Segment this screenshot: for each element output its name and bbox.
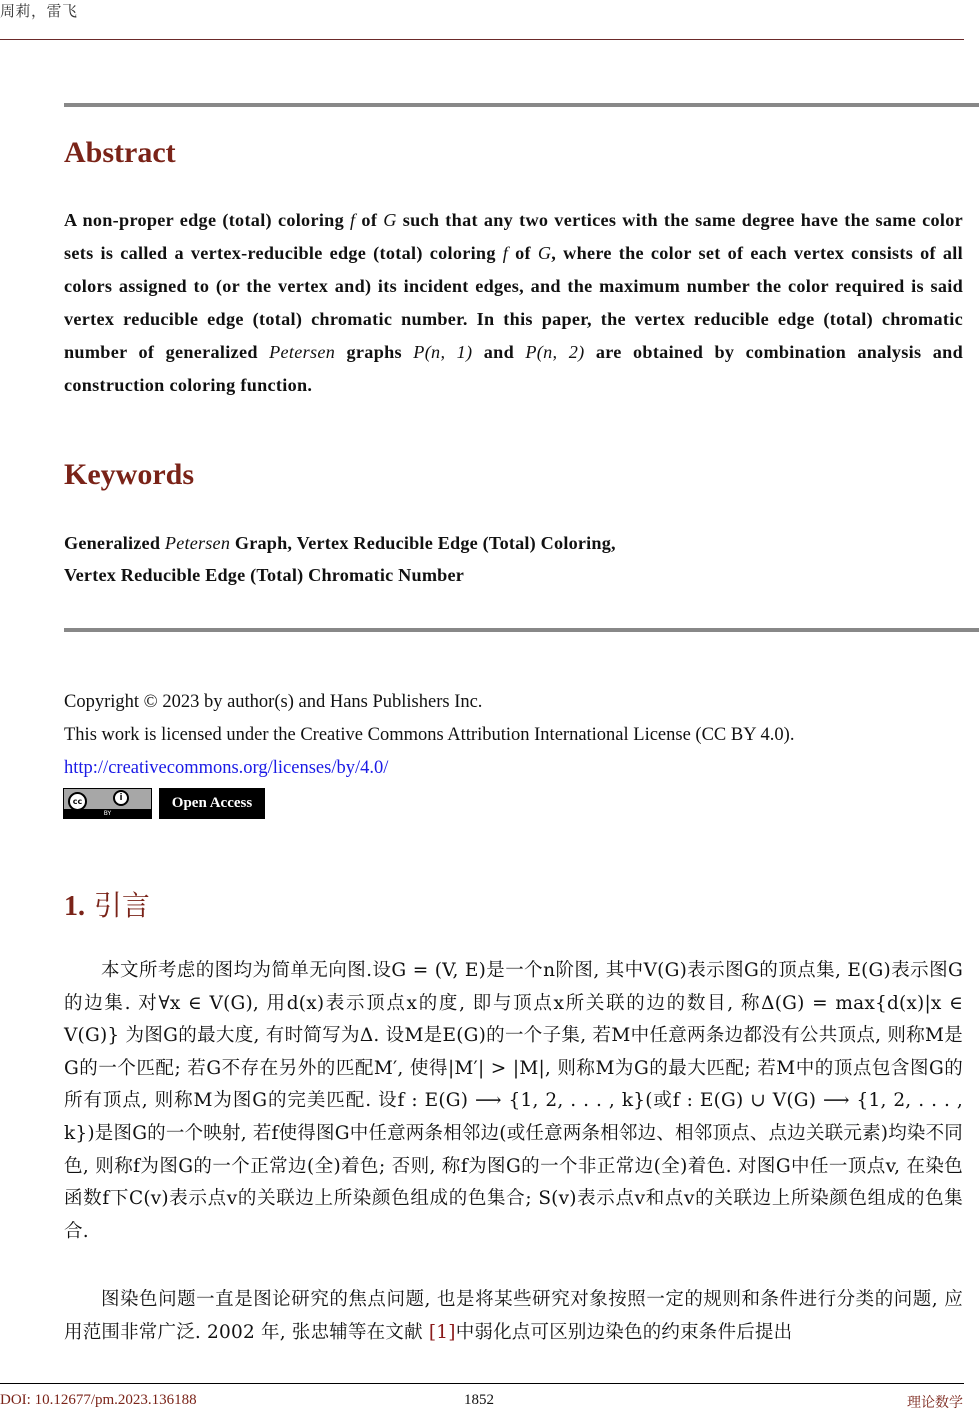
attribution-person-icon: i <box>113 790 129 806</box>
section-1-number: 1. <box>64 891 85 922</box>
footer-page-number: 1852 <box>464 1392 494 1408</box>
keywords-title: Keywords <box>64 458 194 491</box>
cc-by-label: BY <box>64 809 151 818</box>
header-rule <box>0 39 964 40</box>
footer-doi[interactable]: DOI: 10.12677/pm.2023.136188 <box>0 1392 197 1408</box>
creative-commons-icon: cc <box>68 792 87 811</box>
keywords-list <box>64 527 616 591</box>
license-badges <box>63 788 265 819</box>
section-1-paragraph-1: 本文所考虑的图均为简单无向图.设G = (V, E)是一个n阶图, 其中V(G)表示图G的顶点集, E(G)表示图G的边集. 对∀x ∈ V(G), 用d(x)表示顶点x的度, 即与顶点x所关联的边的数目, 称Δ(G) = max{d(x)|x ∈ V(G)} 为图G的最大度, 有时简写为Δ. 设M是E(G)的一个子集, 若M中任意两条边都没有公共顶点, 则称M是G的一个匹配; 若G不存在另外的匹配M′, 使得|M′| > |M|, 则称M为G的最大匹配; 若M中的顶点包含图G的所有顶点, 则称M为图G的完美匹配. 设f : E(G) ⟶ {1, 2, . . . , k}(或f : E(G) ∪ V(G) ⟶ {1, 2, . . . , k})是图G的一个映射, 若f使得图G中任意两条相邻边(或任意两条相邻边、相邻顶点、点边关联元素)均染不同色, 则称f为图G的一个正常边(全)着色; 否则, 称f为图G的一个非正常边(全)着色. 对图G中任一顶点v, 在染色函数f下C(v)表示点v的关联边上所染颜色组成的色集合; S(v)表示点v和点v的关联边上所染颜色组成的色集合. <box>64 960 963 1242</box>
keywords-line-1: Generalized Petersen Graph, Vertex Reducible Edge (Total) Coloring, <box>64 533 616 553</box>
keywords-line-2: Vertex Reducible Edge (Total) Chromatic Number <box>64 565 465 585</box>
section-1-title <box>64 884 150 924</box>
license-link[interactable]: http://creativecommons.org/licenses/by/4.0/ <box>64 758 389 778</box>
citation-link-1[interactable]: [1] <box>428 1321 456 1343</box>
abstract-top-rule <box>64 103 979 107</box>
footer-rule <box>0 1383 964 1384</box>
cc-by-badge[interactable] <box>63 788 152 819</box>
section-1-heading: 引言 <box>93 889 150 922</box>
license-block <box>64 686 794 785</box>
running-head-authors: 周莉，雷飞 <box>0 2 78 20</box>
copyright-line: Copyright © 2023 by author(s) and Hans Publishers Inc. <box>64 692 483 712</box>
license-statement: This work is licensed under the Creative Commons Attribution International License (CC BY 4.0). <box>64 725 795 745</box>
abstract-body: A non-proper edge (total) coloring f of G such that any two vertices with the same degree have the same color sets is called a vertex-reducible edge (total) coloring f of G, where the color set of each vertex consists of all colors assigned to (or the vertex and) its incident edges, and the maximum number the color required is said vertex reducible edge (total) chromatic number. In this paper, the vertex reducible edge (total) chromatic number of generalized Petersen graphs P(n, 1) and P(n, 2) are obtained by combination analysis and construction coloring function. <box>64 210 963 395</box>
keywords-bottom-rule <box>64 628 979 632</box>
footer-journal-name: 理论数学 <box>907 1395 963 1411</box>
open-access-badge[interactable]: Open Access <box>159 788 265 819</box>
section-1-paragraph-2: 图染色问题一直是图论研究的焦点问题, 也是将某些研究对象按照一定的规则和条件进行分类的问题, 应用范围非常广泛. 2002 年, 张忠辅等在文献 [1]中弱化点可区别边染色的约束条件后提出 <box>64 1289 963 1343</box>
abstract-title: Abstract <box>64 136 176 169</box>
